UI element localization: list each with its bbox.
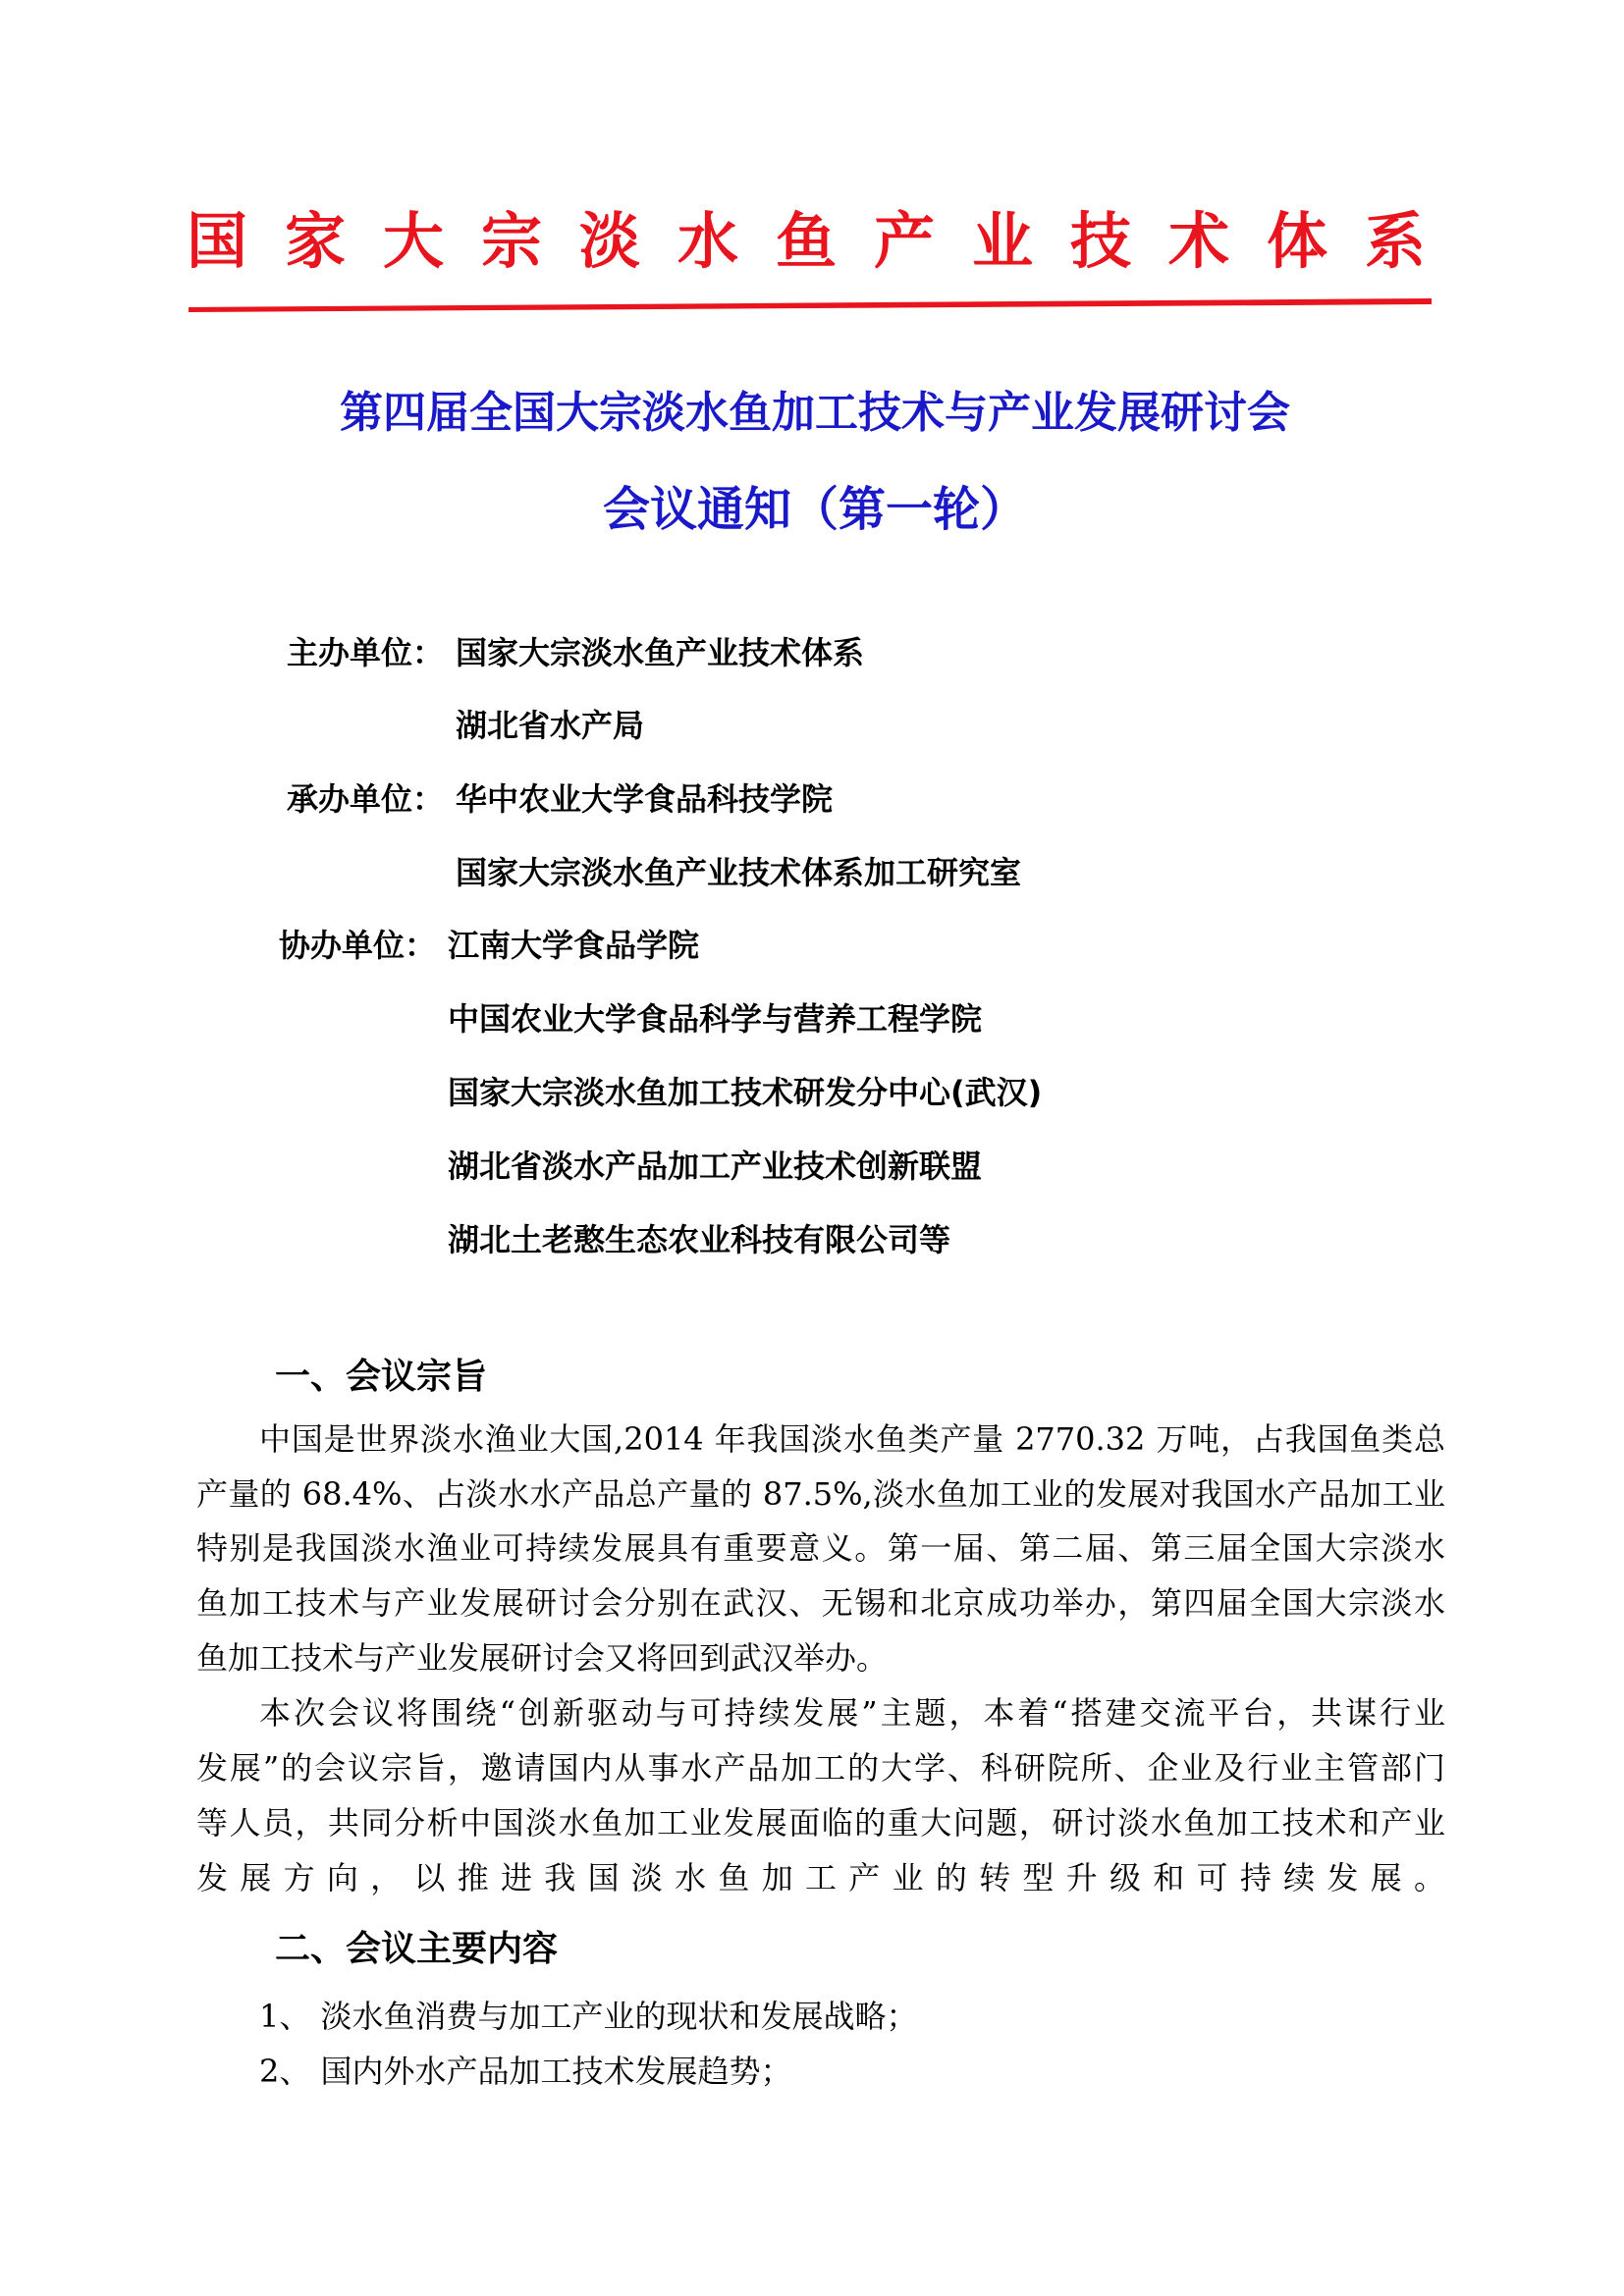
host-item: 湖北省水产局 bbox=[456, 707, 645, 744]
co-organizer-item: 国家大宗淡水鱼加工技术研发分中心(武汉) bbox=[448, 1074, 1043, 1111]
conference-title: 第四届全国大宗淡水鱼加工技术与产业发展研讨会 bbox=[340, 388, 1290, 438]
co-organizer-item: 中国农业大学食品科学与营养工程学院 bbox=[448, 1000, 983, 1038]
co-organizer-item: 湖北省淡水产品加工产业技术创新联盟 bbox=[448, 1148, 983, 1185]
host-item: 国家大宗淡水鱼产业技术体系 bbox=[456, 634, 865, 671]
paragraph-line: 产量的 68.4%、占淡水水产品总产量的 87.5%,淡水鱼加工业的发展对我国水产品加工业 bbox=[196, 1475, 1445, 1513]
paragraph-line: 本次会议将围绕“创新驱动与可持续发展”主题，本着“搭建交流平台，共谋行业 bbox=[259, 1694, 1445, 1732]
notice-subtitle: 会议通知（第一轮） bbox=[602, 482, 1027, 537]
list-item: 1、 淡水鱼消费与加工产业的现状和发展战略； bbox=[259, 1998, 918, 2035]
paragraph-line: 等人员，共同分析中国淡水鱼加工业发展面临的重大问题，研讨淡水鱼加工技术和产业 bbox=[196, 1804, 1445, 1842]
list-item: 2、 国内外水产品加工技术发展趋势； bbox=[259, 2053, 792, 2090]
paragraph-line: 鱼加工技术与产业发展研讨会分别在武汉、无锡和北京成功举办，第四届全国大宗淡水 bbox=[196, 1584, 1445, 1622]
header-rule bbox=[189, 298, 1432, 312]
paragraph-line: 发展方向，以推进我国淡水鱼加工产业的转型升级和可持续发展。 bbox=[196, 1859, 1445, 1896]
co-organizer-label: 协办单位： bbox=[279, 927, 437, 964]
header-title: 国家大宗淡水鱼产业技术体系 bbox=[187, 205, 1464, 277]
co-organizer-item: 湖北土老憨生态农业科技有限公司等 bbox=[448, 1221, 951, 1258]
section-heading: 一、会议宗旨 bbox=[275, 1357, 488, 1397]
paragraph-line: 鱼加工技术与产业发展研讨会又将回到武汉举办。 bbox=[196, 1639, 889, 1677]
co-organizer-item: 江南大学食品学院 bbox=[448, 927, 700, 964]
paragraph-line: 特别是我国淡水渔业可持续发展具有重要意义。第一届、第二届、第三届全国大宗淡水 bbox=[196, 1529, 1445, 1567]
undertaker-item: 华中农业大学食品科技学院 bbox=[456, 780, 834, 818]
paragraph-line: 中国是世界淡水渔业大国,2014 年我国淡水鱼类产量 2770.32 万吨，占我国鱼类总 bbox=[259, 1420, 1445, 1458]
paragraph-line: 发展”的会议宗旨，邀请国内从事水产品加工的大学、科研院所、企业及行业主管部门 bbox=[196, 1749, 1445, 1787]
host-label: 主办单位： bbox=[287, 634, 445, 671]
undertaker-label: 承办单位： bbox=[287, 780, 445, 818]
section-heading: 二、会议主要内容 bbox=[275, 1929, 559, 1969]
undertaker-item: 国家大宗淡水鱼产业技术体系加工研究室 bbox=[456, 854, 1022, 891]
